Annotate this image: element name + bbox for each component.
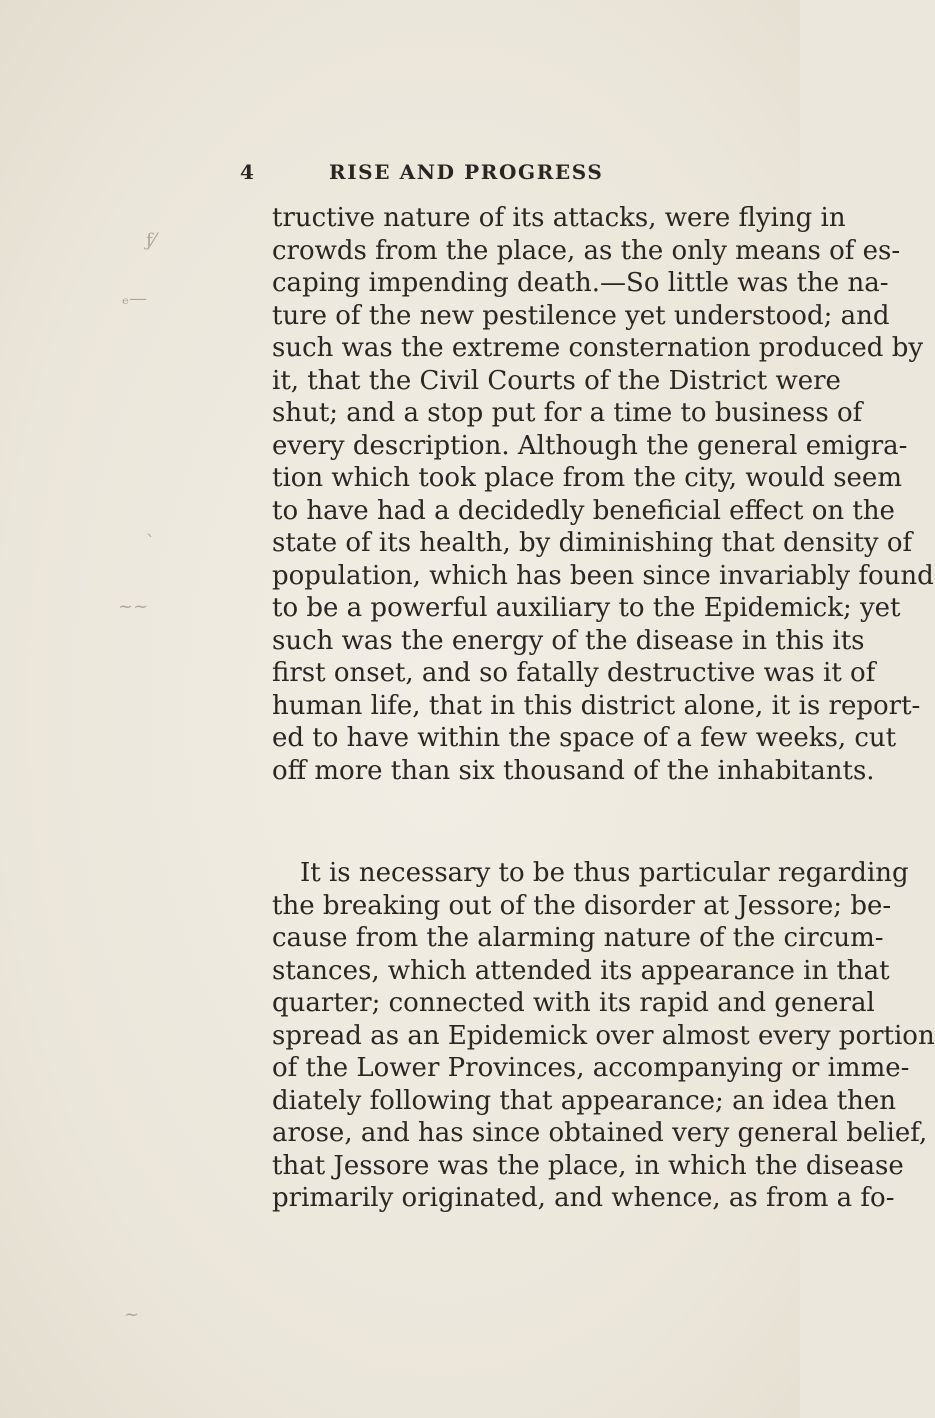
- page-number: 4: [240, 160, 255, 184]
- text-line: to have had a decidedly beneficial effect on the: [272, 495, 895, 526]
- text-line: tion which took place from the city, would seem: [272, 463, 902, 493]
- text-line: it, that the Civil Courts of the District were: [272, 365, 841, 396]
- text-line: such was the energy of the disease in this its: [272, 625, 865, 656]
- text-line: such was the extreme consternation produced by: [272, 333, 924, 363]
- margin-pencil-mark: ₑ—: [122, 288, 147, 309]
- paragraph: [272, 857, 935, 1215]
- text-line: off more than six thousand of the inhabitants.: [272, 755, 875, 786]
- text-line: first onset, and so fatally destructive was it of: [272, 658, 876, 688]
- text-line: spread as an Epidemick over almost every portion: [272, 1020, 935, 1051]
- text-line: caping impending death.—So little was the na-: [272, 268, 889, 298]
- margin-pencil-mark: ˋ: [146, 532, 155, 553]
- text-line: diately following that appearance; an idea then: [272, 1085, 897, 1116]
- margin-pencil-mark: ~: [124, 1304, 140, 1325]
- text-line: arose, and has since obtained very general belief,: [272, 1118, 928, 1148]
- margin-pencil-mark: ~~: [118, 596, 149, 617]
- text-line: human life, that in this district alone, it is report-: [272, 690, 921, 721]
- text-line: shut; and a stop put for a time to business of: [272, 398, 863, 428]
- text-line: primarily originated, and whence, as from a fo-: [272, 1183, 895, 1213]
- page-header: [240, 160, 760, 194]
- text-line: ed to have within the space of a few weeks, cut: [272, 723, 897, 753]
- text-line: to be a powerful auxiliary to the Epidemick; yet: [272, 593, 901, 623]
- text-line: cause from the alarming nature of the circum-: [272, 923, 884, 953]
- text-line: every description. Although the general emigra-: [272, 430, 908, 461]
- text-line: of the Lower Provinces, accompanying or imme-: [272, 1053, 910, 1083]
- margin-pencil-mark: ƒ⁄: [146, 230, 156, 251]
- text-line: It is necessary to be thus particular regarding: [300, 858, 909, 888]
- paragraph: [272, 202, 934, 787]
- text-line: quarter; connected with its rapid and general: [272, 988, 875, 1018]
- running-title: RISE AND PROGRESS: [329, 160, 604, 184]
- text-line: ture of the new pestilence yet understood; and: [272, 300, 890, 331]
- text-line: tructive nature of its attacks, were flying in: [272, 203, 846, 233]
- text-line: crowds from the place, as the only means of es-: [272, 235, 901, 266]
- text-line: population, which has been since invariably found: [272, 560, 934, 591]
- text-line: the breaking out of the disorder at Jessore; be-: [272, 890, 892, 921]
- text-line: state of its health, by diminishing that density of: [272, 528, 913, 558]
- text-line: stances, which attended its appearance in that: [272, 955, 890, 986]
- text-line: that Jessore was the place, in which the disease: [272, 1150, 904, 1181]
